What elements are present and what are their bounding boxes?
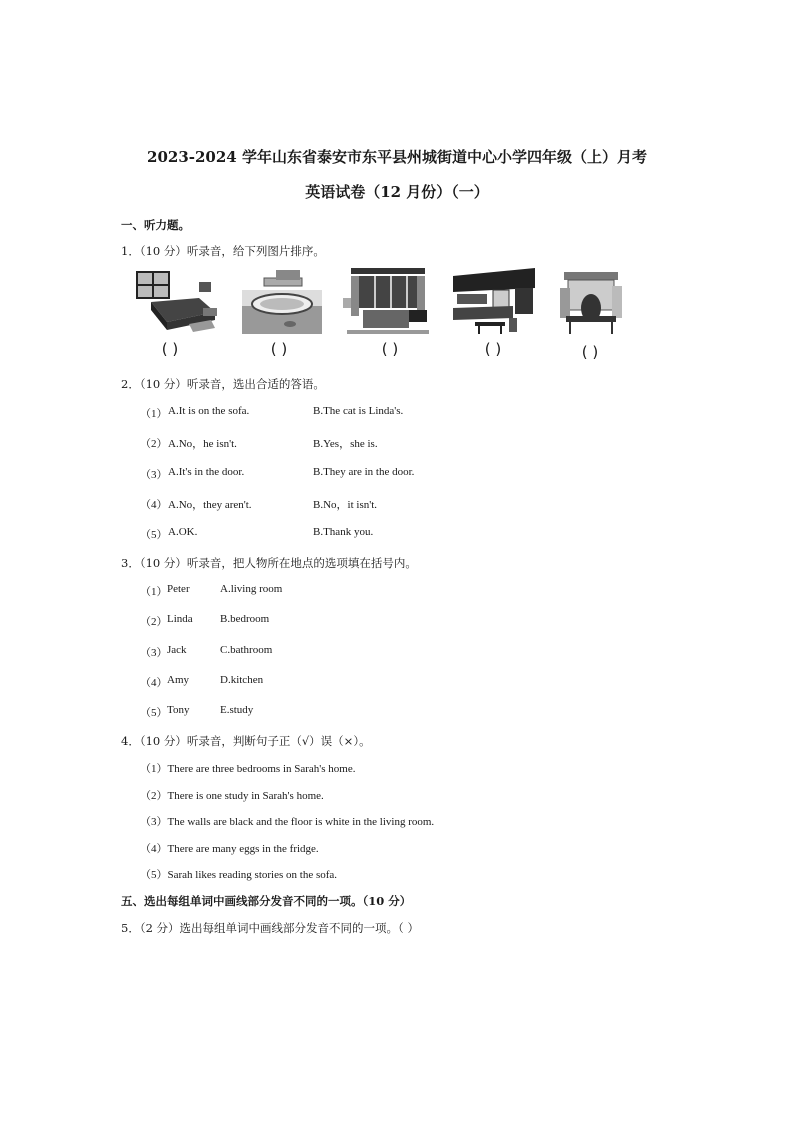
title-line-1: 2023-2024 学年山东省泰安市东平县州城街道中心小学四年级（上）月考 xyxy=(147,148,647,166)
q2-item-2-option-b: B.Yes，she is. xyxy=(313,438,378,450)
q2-item-1-option-a: A.It is on the sofa. xyxy=(168,405,250,417)
question-4-text: 4．（10 分）听录音，判断句子正（√）误（×）。 xyxy=(121,734,371,748)
q4-statement-1: （1）There are three bedrooms in Sarah's home. xyxy=(140,763,356,775)
question-1-text: 1．（10 分）听录音，给下列图片排序。 xyxy=(121,244,325,258)
q2-item-1-option-b: B.The cat is Linda's. xyxy=(313,405,404,417)
section-5-heading: 五、选出每组单词中画线部分发音不同的一项。（10 分） xyxy=(121,894,412,908)
q3-item-4-place: D.kitchen xyxy=(220,674,264,686)
q3-item-1-num: （1） xyxy=(140,586,168,598)
q2-item-4-num: （4） xyxy=(140,499,168,511)
question-3-text: 3．（10 分）听录音，把人物所在地点的选项填在括号内。 xyxy=(121,556,417,570)
picture-bedroom xyxy=(133,268,223,336)
q4-statement-4: （4）There are many eggs in the fridge. xyxy=(140,843,319,855)
q2-item-5-option-b: B.Thank you. xyxy=(313,526,374,538)
q4-statement-5: （5）Sarah likes reading stories on the sofa. xyxy=(140,869,338,881)
q3-item-4-name: Amy xyxy=(167,674,189,686)
q4-statement-2: （2）There is one study in Sarah's home. xyxy=(140,790,324,802)
q3-item-5-place: E.study xyxy=(220,704,254,716)
q3-item-2-name: Linda xyxy=(167,613,193,625)
q3-item-4-num: （4） xyxy=(140,677,168,689)
q2-item-2-option-a: A.No，he isn't. xyxy=(168,438,237,450)
q2-item-3-option-a: A.It's in the door. xyxy=(168,466,245,478)
q3-item-3-num: （3） xyxy=(140,647,168,659)
q3-item-5-num: （5） xyxy=(140,707,168,719)
q2-item-5-num: （5） xyxy=(140,529,168,541)
picture-kitchen xyxy=(453,268,535,336)
q2-item-5-option-a: A.OK. xyxy=(168,526,198,538)
q2-item-3-option-b: B.They are in the door. xyxy=(313,466,415,478)
q2-item-3-num: （3） xyxy=(140,469,168,481)
q3-item-2-num: （2） xyxy=(140,616,168,628)
picture-living-room xyxy=(343,268,433,336)
q4-statement-3: （3）The walls are black and the floor is white in the living room. xyxy=(140,816,435,828)
answer-blank-2[interactable]: ( ) xyxy=(270,340,288,358)
question-5-text: 5．（2 分）选出每组单词中画线部分发音不同的一项。（ ） xyxy=(121,921,419,935)
question-2-text: 2．（10 分）听录音，选出合适的答语。 xyxy=(121,377,325,391)
answer-blank-4[interactable]: ( ) xyxy=(484,340,502,358)
picture-study xyxy=(558,268,624,336)
answer-blank-3[interactable]: ( ) xyxy=(381,340,399,358)
section-1-heading: 一、听力题。 xyxy=(121,218,190,232)
q3-item-3-name: Jack xyxy=(167,644,187,656)
q3-item-5-name: Tony xyxy=(167,704,190,716)
q3-item-1-place: A.living room xyxy=(220,583,283,595)
q3-item-2-place: B.bedroom xyxy=(220,613,270,625)
q3-item-3-place: C.bathroom xyxy=(220,644,273,656)
q2-item-1-num: （1） xyxy=(140,408,168,420)
answer-blank-1[interactable]: ( ) xyxy=(161,340,179,358)
picture-bathroom xyxy=(242,268,322,336)
q2-item-4-option-a: A.No，they aren't. xyxy=(168,499,252,511)
answer-blank-5[interactable]: ( ) xyxy=(581,343,599,361)
q2-item-4-option-b: B.No，it isn't. xyxy=(313,499,378,511)
q2-item-2-num: （2） xyxy=(140,438,168,450)
q3-item-1-name: Peter xyxy=(167,583,190,595)
title-line-2: 英语试卷（12 月份）（一） xyxy=(305,183,489,201)
